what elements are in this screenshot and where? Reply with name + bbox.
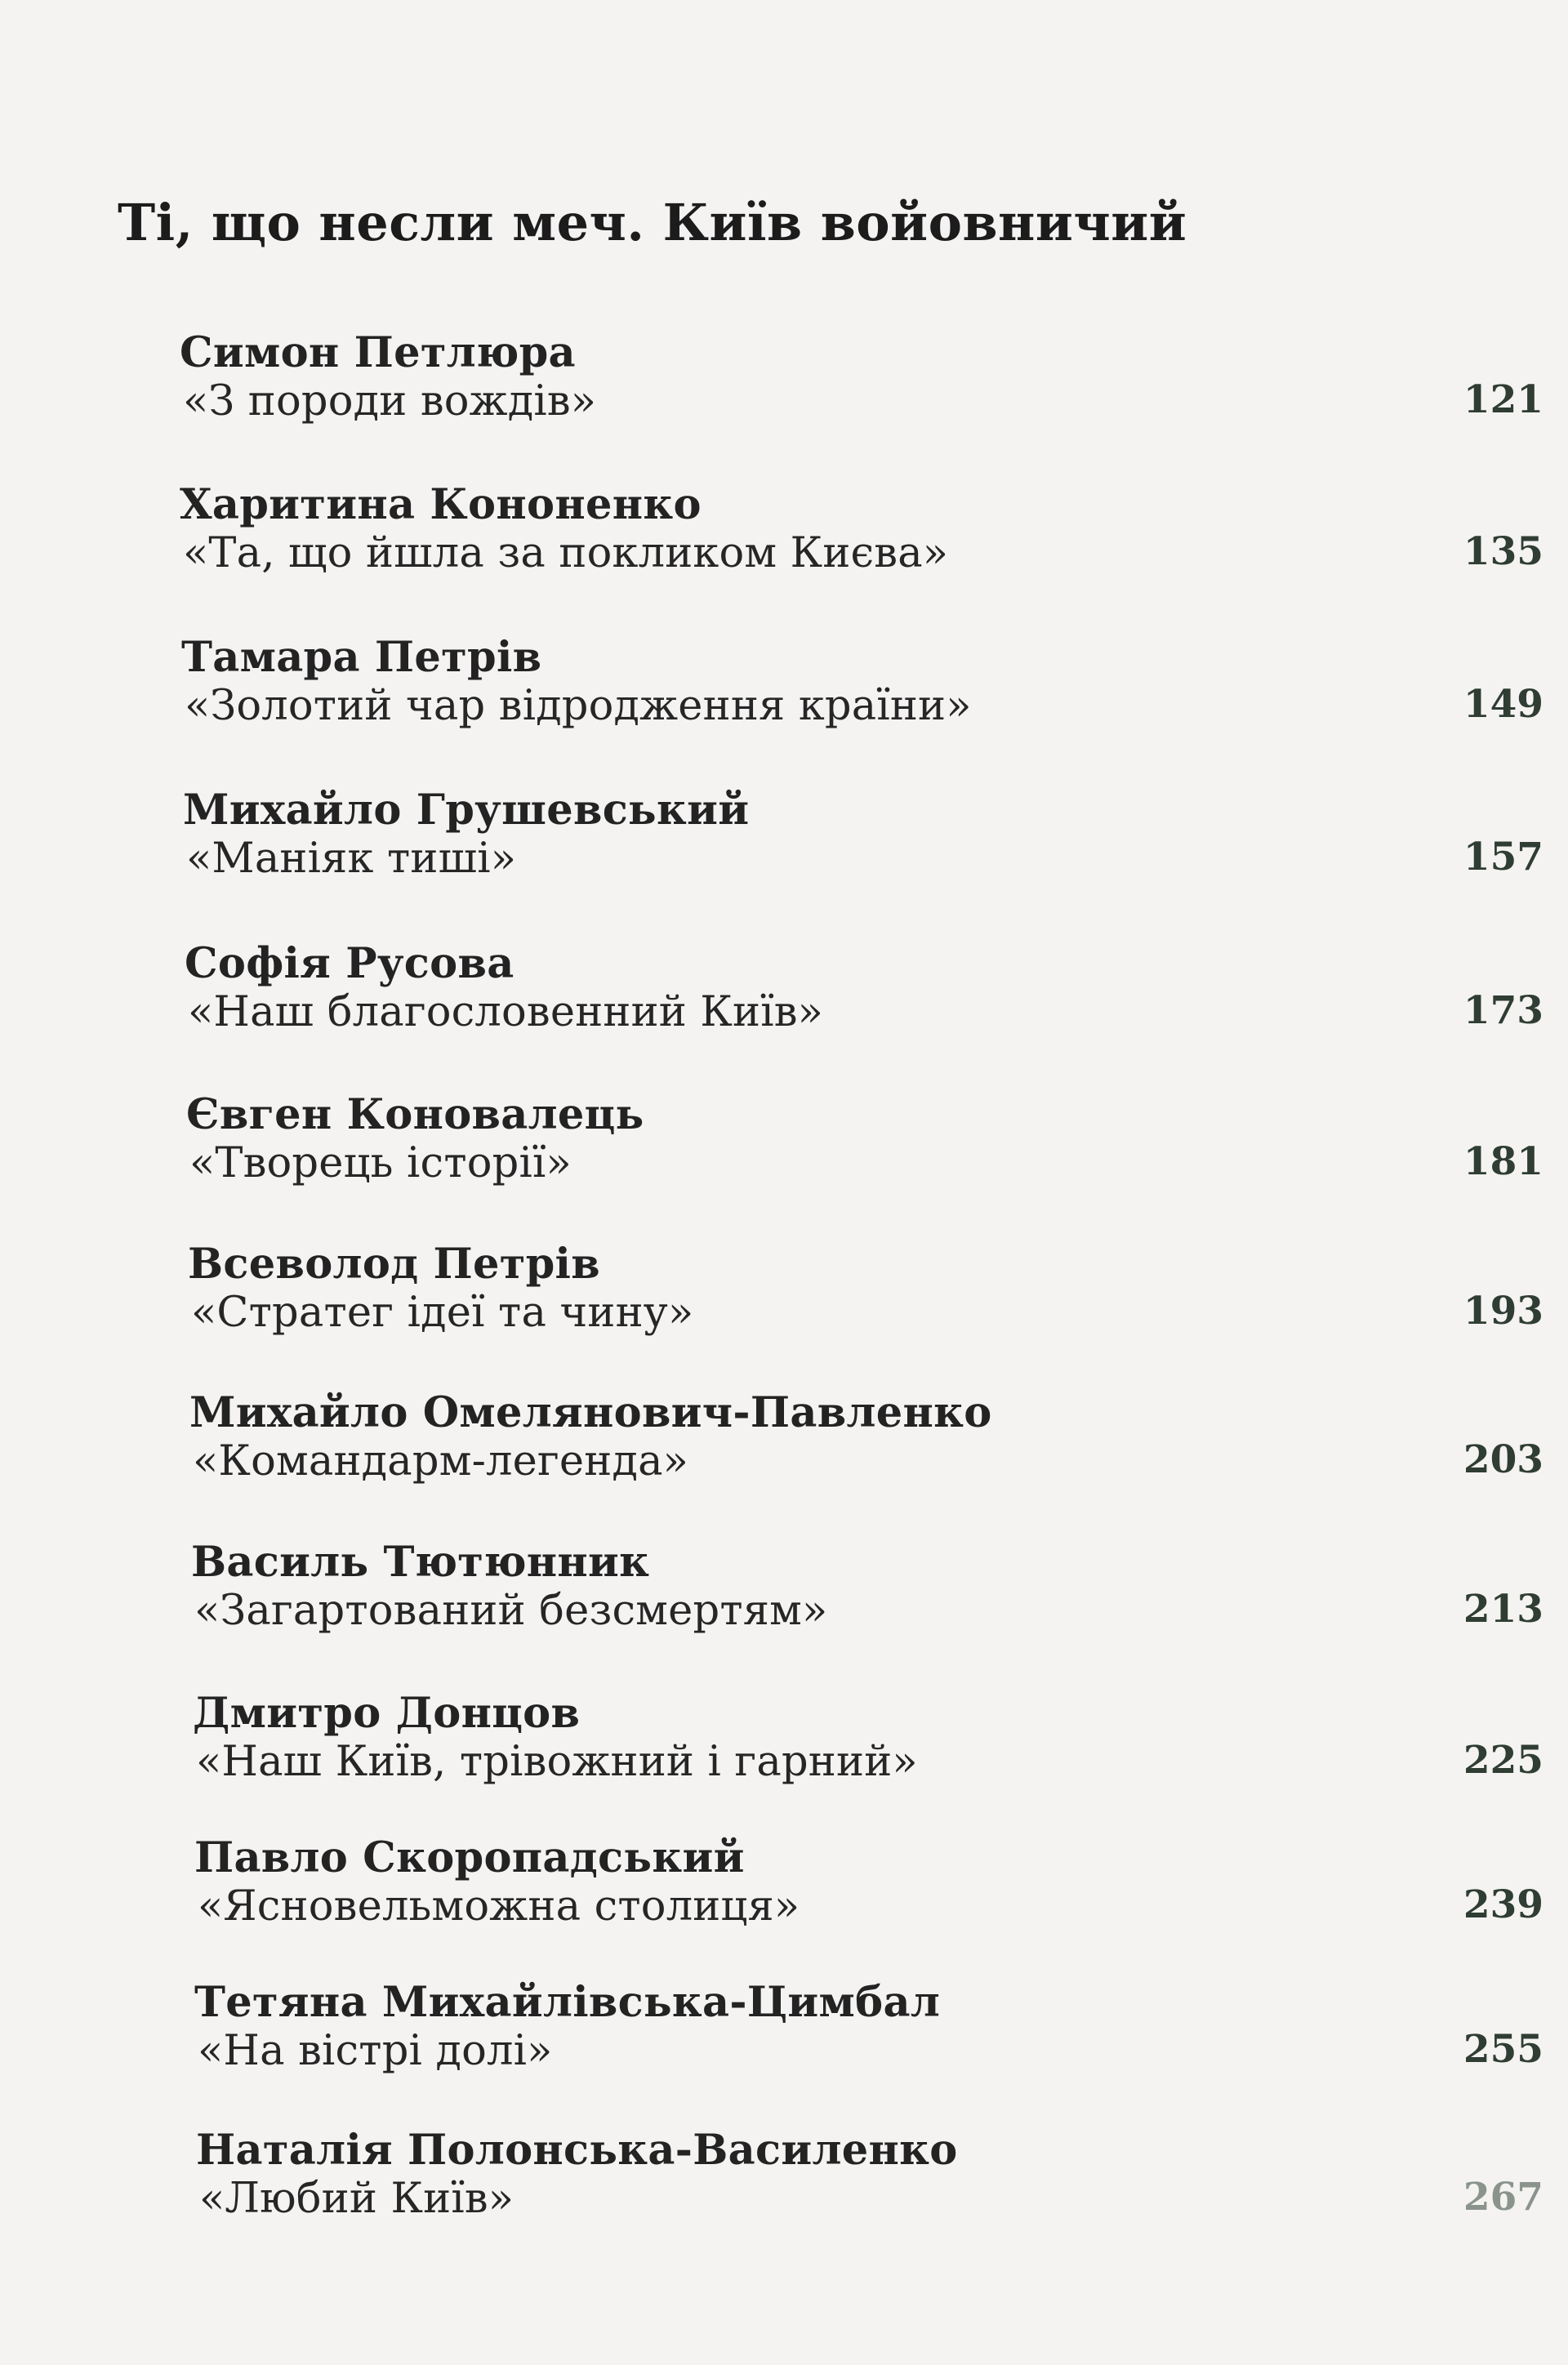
toc-entry-author: Тамара Петрів <box>181 633 542 682</box>
toc-entry[interactable] <box>180 480 1568 611</box>
toc-entry-subtitle: «Загартований безсмертям» <box>194 1587 828 1635</box>
toc-entry-author: Наталія Полонська-Василенко <box>196 2126 958 2175</box>
toc-entry-author: Михайло Грушевський <box>183 786 750 835</box>
toc-entry-page-number: 149 <box>1463 682 1544 727</box>
toc-entry[interactable] <box>196 2126 1568 2256</box>
toc-entry-subtitle: «З породи вождів» <box>183 377 597 425</box>
toc-entry[interactable] <box>180 328 1568 459</box>
toc-entry-subtitle: «Наш Київ, трівожний і гарний» <box>196 1738 918 1786</box>
toc-entry-subtitle: «Творець історії» <box>189 1139 572 1187</box>
toc-entry-subtitle: «Любий Київ» <box>199 2175 514 2223</box>
toc-entry-subtitle: «Маніяк тиші» <box>186 835 517 883</box>
toc-entry[interactable] <box>194 1978 1568 2109</box>
toc-entry-subtitle: «Золотий чар відродження країни» <box>185 682 972 730</box>
toc-entry-author: Михайло Омелянович-Павленко <box>189 1388 992 1437</box>
toc-entry[interactable] <box>188 1240 1568 1370</box>
toc-entry-author: Харитина Кононенко <box>180 480 702 529</box>
toc-entry-page-number: 225 <box>1463 1738 1544 1783</box>
toc-entry[interactable] <box>194 1833 1568 1964</box>
toc-entry-page-number: 193 <box>1463 1289 1544 1334</box>
toc-entry-author: Павло Скоропадський <box>194 1833 745 1882</box>
toc-entry-author: Євген Коновалець <box>186 1090 644 1139</box>
toc-entry-page-number: 181 <box>1463 1139 1544 1184</box>
toc-entry-author: Софія Русова <box>185 939 514 988</box>
toc-entry-author: Дмитро Донцов <box>193 1689 581 1738</box>
toc-entry-page-number: 239 <box>1463 1882 1544 1927</box>
section-title: Ті, що несли меч. Київ войовничий <box>118 193 1187 252</box>
toc-entry-author: Всеволод Петрів <box>188 1240 600 1289</box>
toc-entry-subtitle: «Наш благословенний Київ» <box>188 988 824 1036</box>
toc-entry-page-number: 157 <box>1463 835 1544 880</box>
toc-entry[interactable] <box>186 1090 1568 1221</box>
toc-entry-page-number: 213 <box>1463 1587 1544 1632</box>
toc-entry-subtitle: «Та, що йшла за покликом Києва» <box>183 529 949 577</box>
toc-entry-subtitle: «Командарм-легенда» <box>193 1437 689 1485</box>
toc-entry-subtitle: «На вістрі долі» <box>198 2027 553 2075</box>
toc-entry-author: Тетяна Михайлівська-Цимбал <box>194 1978 941 2027</box>
toc-entry-subtitle: «Ясновельможна столиця» <box>198 1882 800 1931</box>
toc-entry-page-number: 173 <box>1463 988 1544 1033</box>
toc-entry[interactable] <box>185 939 1568 1070</box>
toc-entry[interactable] <box>183 786 1568 916</box>
toc-entry[interactable] <box>181 633 1568 764</box>
toc-entry[interactable] <box>193 1689 1568 1819</box>
toc-entry-page-number: 255 <box>1463 2027 1544 2072</box>
toc-entry-page-number: 135 <box>1463 529 1544 574</box>
toc-entry-subtitle: «Стратег ідеї та чину» <box>191 1289 694 1337</box>
toc-entry-page-number: 267 <box>1463 2175 1544 2220</box>
toc-entry[interactable] <box>189 1388 1568 1519</box>
toc-entry-author: Василь Тютюнник <box>191 1538 650 1587</box>
toc-entry-author: Симон Петлюра <box>180 328 576 377</box>
toc-entry-page-number: 203 <box>1463 1437 1544 1482</box>
toc-entry[interactable] <box>191 1538 1568 1668</box>
toc-entry-page-number: 121 <box>1463 377 1544 422</box>
